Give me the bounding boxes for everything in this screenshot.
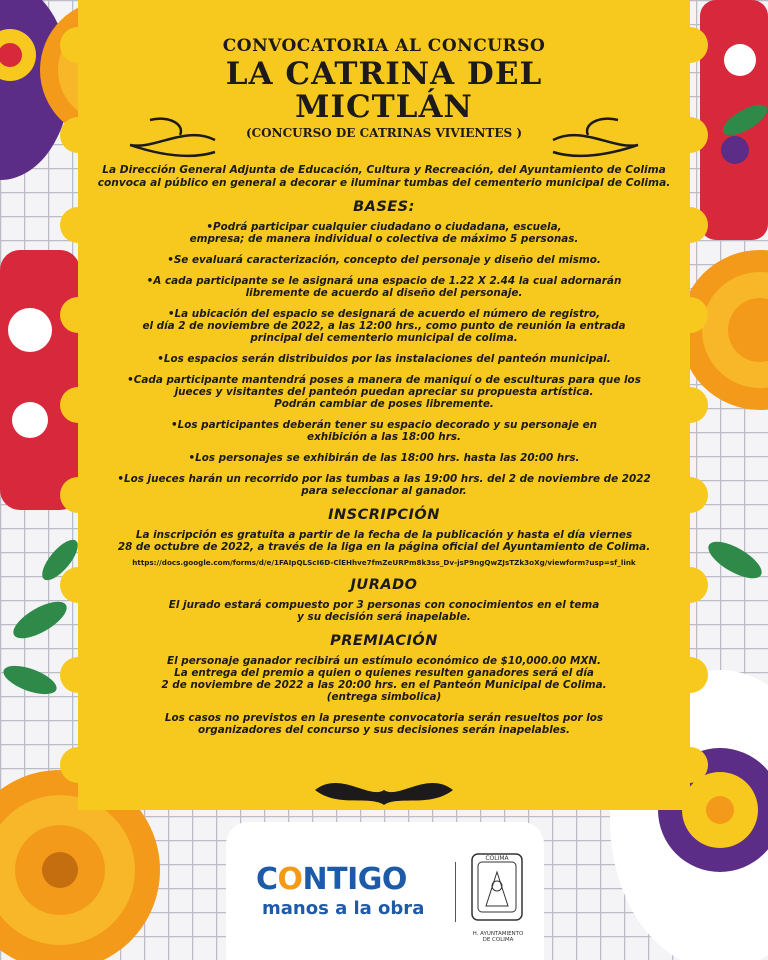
bases-item: •Se evaluará caracterización, concepto del personaje y diseño del mismo.	[167, 254, 601, 266]
logo-divider	[455, 862, 456, 922]
contest-title-line1: LA CATRINA DEL	[225, 56, 543, 92]
bases-item: •Los personajes se exhibirán de las 18:00 hrs. hasta las 20:00 hrs.	[188, 452, 580, 464]
ayuntamiento-caption: H. AYUNTAMIENTO DE COLIMA	[472, 931, 524, 943]
seal-label: COLIMA	[485, 855, 509, 862]
contigo-tagline: manos a la obra	[262, 898, 425, 919]
intro-text: La Dirección General Adjunta de Educación, Cultura y Recreación, del Ayuntamiento de Colima convoca al público en general a decorar e iluminar tumbas del cementerio municipal de Colima.	[97, 164, 671, 189]
registration-link[interactable]: https://docs.google.com/forms/d/e/1FAIpQLScI6D-ClEHhve7fmZeURPm8k3ss_Dv-jsP9ngQwZJsTZk3oXg/viewform?usp=sf_link	[132, 558, 636, 567]
contest-subtitle: (CONCURSO DE CATRINAS VIVIENTES )	[245, 126, 523, 140]
bases-item: •Podrá participar cualquier ciudadano o ciudadana, escuela, empresa; de manera individual o colectiva de máximo 5 personas.	[189, 221, 579, 245]
contigo-logo: CONTIGO	[256, 862, 407, 897]
bases-item: •Los participantes deberán tener su espacio decorado y su personaje en exhibición a las 18:00 hrs.	[170, 419, 598, 443]
bases-item: •Los espacios serán distribuidos por las instalaciones del panteón municipal.	[157, 353, 611, 365]
premiacion-text: El personaje ganador recibirá un estímulo económico de $10,000.00 MXN. La entrega del premio a quien o quienes resulten ganadores será el día 2 de noviembre de 2022 a las 20:00 hrs. en el Panteón Municipal de Colima. (entrega simbolica)	[161, 655, 607, 703]
bases-item: •La ubicación del espacio se designará de acuerdo el número de registro, el día 2 de noviembre de 2022, a las 12:00 hrs., como punto de reunión la entrada principal del cementerio municipal de colima.	[142, 308, 626, 344]
call-heading: CONVOCATORIA AL CONCURSO	[222, 36, 546, 56]
red-skull-left	[0, 250, 80, 510]
bases-item: •Los jueces harán un recorrido por las tumbas a las 19:00 hrs. del 2 de noviembre de 2022 para seleccionar al ganador.	[117, 473, 651, 497]
poster-content	[92, 30, 676, 745]
bases-item: •A cada participante se le asignará una espacio de 1.22 X 2.44 la cual adornarán libremente de acuerdo al diseño del personaje.	[146, 275, 622, 299]
closing-text: Los casos no previstos en la presente convocatoria serán resueltos por los organizadores del concurso y sus decisiones serán inapelables.	[164, 712, 604, 736]
jurado-heading: JURADO	[350, 577, 418, 593]
bases-item: •Cada participante mantendrá poses a manera de maniquí o de esculturas para que los jueces y visitantes del panteón puedan apreciar su propuesta artística. Podrán cambiar de poses libremente.	[127, 374, 641, 410]
colima-seal-icon	[464, 846, 530, 936]
jurado-text: El jurado estará compuesto por 3 personas con conocimientos en el tema y su decisión será inapelable.	[168, 599, 600, 623]
premiacion-heading: PREMIACIÓN	[330, 633, 438, 649]
contest-title-line2: MICTLÁN	[295, 89, 473, 125]
inscripcion-heading: INSCRIPCIÓN	[328, 507, 440, 523]
bases-heading: BASES:	[353, 199, 415, 215]
inscripcion-text: La inscripción es gratuita a partir de la fecha de la publicación y hasta el día viernes 28 de octubre de 2022, a través de la liga en la página oficial del Ayuntamiento de Colima.	[117, 529, 651, 553]
